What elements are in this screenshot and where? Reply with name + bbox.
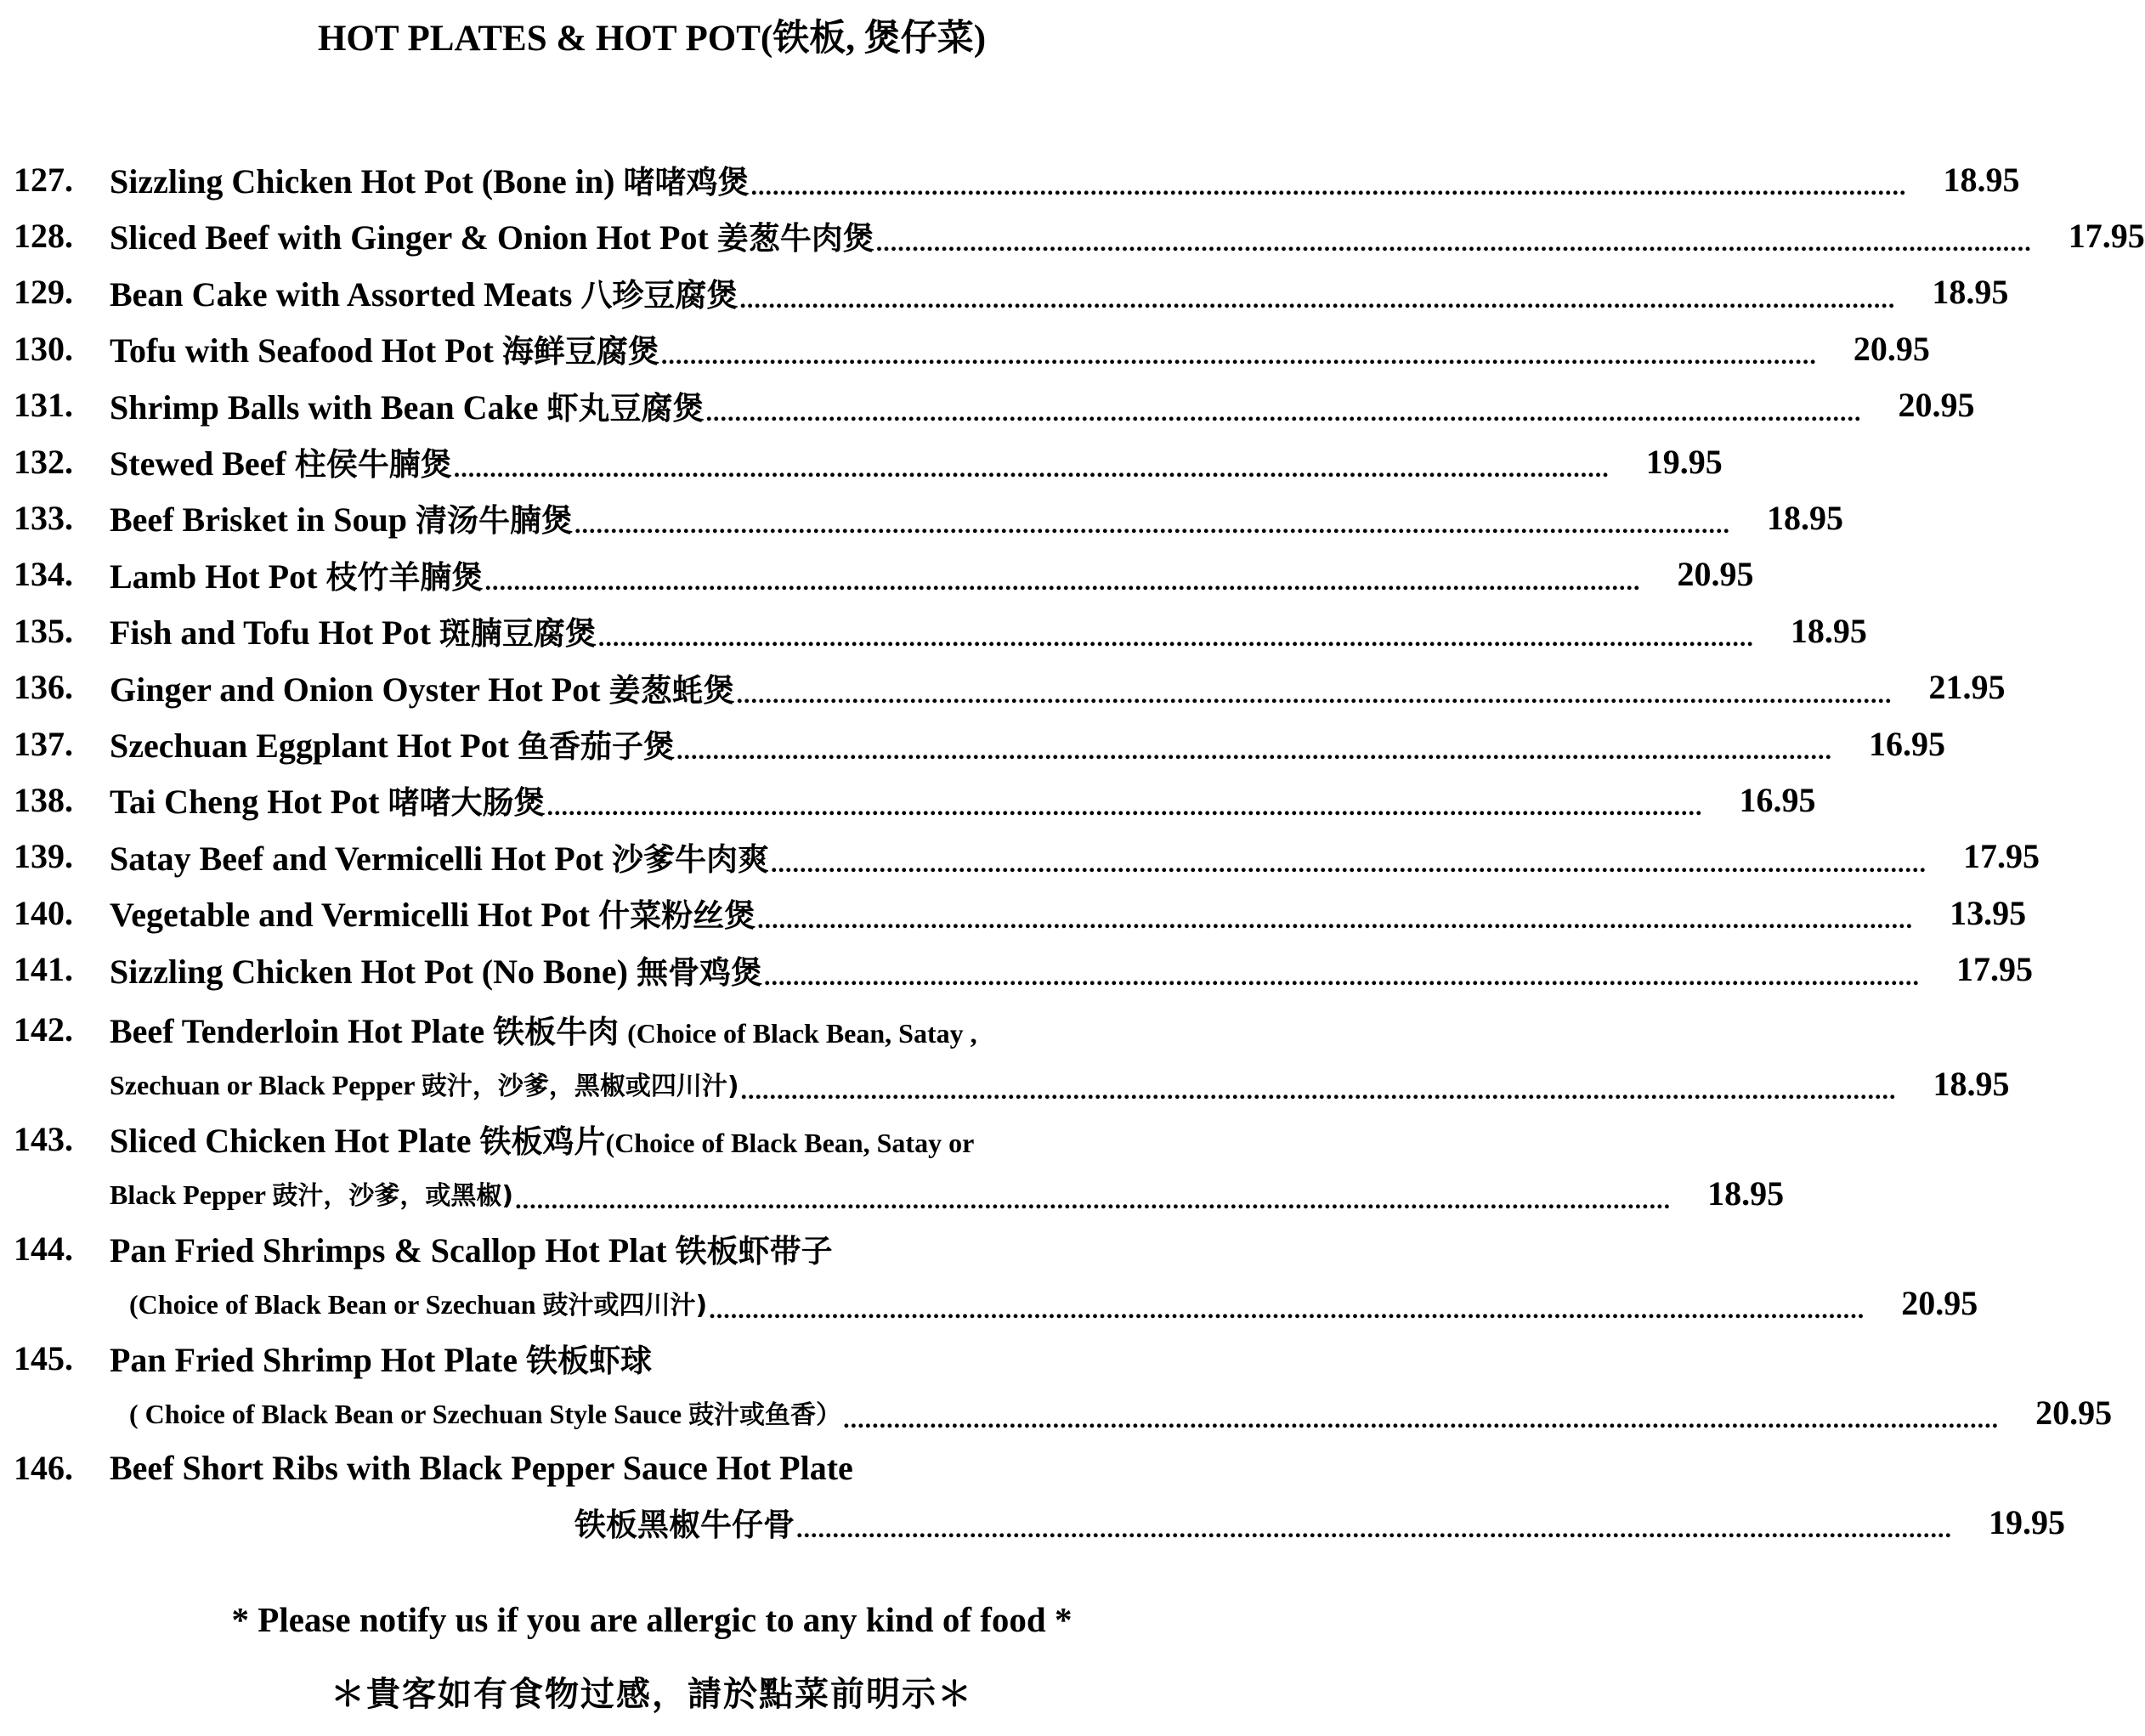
menu-item-146 <box>14 1439 1280 1496</box>
item-price: 16.95 <box>1739 780 1816 819</box>
item-number: 128. <box>14 216 73 255</box>
menu-item <box>14 207 2145 263</box>
item-number: 135. <box>14 611 73 650</box>
item-name-cn: 姜葱蚝煲 <box>608 671 735 709</box>
menu-item <box>14 602 1867 659</box>
item-number: 145. <box>14 1338 73 1377</box>
item-detail-cn: 豉汁或四川汁) <box>542 1291 708 1320</box>
menu-item-145-detail <box>34 1384 2113 1440</box>
item-name-cn: 铁板虾球 <box>525 1343 652 1379</box>
menu-item <box>14 546 1754 602</box>
item-detail-cn: 豉汁或鱼香） <box>688 1400 842 1430</box>
dot-leader: ................................................................................................................................................................ <box>546 793 1703 822</box>
item-price: 13.95 <box>1950 893 2027 932</box>
item-name <box>110 890 756 936</box>
item-detail-cn: 豉汁，沙爹，黑椒或四川汁) <box>421 1072 739 1101</box>
item-number: 143. <box>14 1119 73 1158</box>
dot-leader: ................................................................................................................................................................ <box>515 1186 1672 1214</box>
item-price: 17.95 <box>1963 837 2040 876</box>
item-price: 18.95 <box>1767 498 1844 537</box>
dot-leader: ................................................................................................................................................................ <box>740 1077 1897 1105</box>
item-price: 19.95 <box>1989 1502 2065 1541</box>
dot-leader: ................................................................................................................................................................ <box>771 849 1927 878</box>
item-price: 20.95 <box>1901 1283 1978 1322</box>
item-name <box>110 721 675 766</box>
item-name-en: Sliced Chicken Hot Plate <box>110 1122 472 1160</box>
item-name <box>110 1116 974 1162</box>
menu-item-142-detail <box>14 1055 2010 1111</box>
item-choice: (Choice of Black Bean, Satay , <box>627 1018 977 1049</box>
dot-leader: ................................................................................................................................................................ <box>453 455 1610 483</box>
item-name <box>110 438 452 484</box>
item-number: 141. <box>14 950 73 989</box>
item-name-cn: 斑腩豆腐煲 <box>439 615 597 653</box>
item-price: 21.95 <box>1928 668 2006 707</box>
item-number: 131. <box>14 386 73 425</box>
dot-leader: ................................................................................................................................................................ <box>796 1515 1952 1543</box>
item-name-en: Pan Fried Shrimps & Scallop Hot Plat <box>110 1231 667 1269</box>
menu-item <box>14 885 2027 941</box>
item-detail-cn: 铁板黑椒牛仔骨 <box>574 1507 795 1543</box>
item-name <box>110 1006 977 1052</box>
item-name-en: Ginger and Onion Oyster Hot Pot <box>110 670 601 709</box>
item-name-cn: 姜葱牛肉煲 <box>716 220 874 257</box>
menu-item-144 <box>14 1220 1280 1276</box>
item-number: 130. <box>14 329 73 368</box>
menu-item <box>14 659 2006 715</box>
item-number: 129. <box>14 273 73 312</box>
item-number: 137. <box>14 724 73 763</box>
item-name-cn: 清汤牛腩煲 <box>416 502 574 540</box>
menu-item <box>14 489 1844 546</box>
item-name-cn: 铁板牛肉 <box>493 1014 620 1050</box>
item-number: 133. <box>14 498 73 537</box>
item-name-en: Satay Beef and Vermicelli Hot Pot <box>110 839 604 878</box>
allergy-notice-cn: ＊貴客如有食物过感，請於點菜前明示＊ <box>331 1675 973 1714</box>
dot-leader: ................................................................................................................................................................ <box>736 680 1893 709</box>
dot-leader: ................................................................................................................................................................ <box>750 172 1907 201</box>
menu-item-146-detail <box>14 1494 2065 1550</box>
menu-item <box>14 433 1723 489</box>
item-name <box>110 608 597 653</box>
item-detail <box>110 1174 513 1212</box>
item-price: 18.95 <box>1707 1173 1785 1213</box>
item-price: 16.95 <box>1869 724 1946 763</box>
item-name-en: Fish and Tofu Hot Pot <box>110 614 431 653</box>
dot-leader: ................................................................................................................................................................ <box>739 285 1896 314</box>
item-name <box>110 269 738 315</box>
item-name <box>110 1335 652 1381</box>
menu-item <box>14 377 1975 433</box>
item-detail-en: (Choice of Black Bean or Szechuan <box>129 1289 536 1320</box>
item-name-cn: 啫啫大肠煲 <box>388 784 546 822</box>
menu-item <box>14 151 2020 207</box>
menu-item <box>14 264 2009 320</box>
menu-item-145 <box>14 1330 1280 1386</box>
item-name-en: Vegetable and Vermicelli Hot Pot <box>110 896 591 935</box>
item-name <box>110 325 659 371</box>
item-price: 20.95 <box>1853 329 1930 368</box>
item-name-cn: 沙爹牛肉爽 <box>612 840 770 878</box>
item-choice: (Choice of Black Bean, Satay or <box>605 1128 975 1158</box>
menu-item <box>14 772 1816 828</box>
item-name-en: Tai Cheng Hot Pot <box>110 783 380 822</box>
item-name <box>110 834 769 879</box>
item-price: 17.95 <box>1955 950 2033 989</box>
dot-leader: ................................................................................................................................................................ <box>660 342 1817 370</box>
menu-item <box>14 828 2040 885</box>
item-number: 144. <box>14 1229 73 1268</box>
item-name-cn: 什菜粉丝煲 <box>598 897 756 935</box>
item-name <box>110 664 734 710</box>
item-name-cn: 無骨鸡煲 <box>636 953 762 991</box>
menu-item-142 <box>14 1001 1280 1057</box>
menu-item-143-detail <box>14 1165 1785 1221</box>
menu-item-143 <box>14 1111 1280 1167</box>
item-name-cn: 鱼香茄子煲 <box>518 728 676 765</box>
item-number: 127. <box>14 160 73 199</box>
item-name <box>110 382 705 428</box>
menu-item <box>14 942 2033 998</box>
item-price: 18.95 <box>1933 1064 2010 1103</box>
item-name-cn: 海鲜豆腐煲 <box>501 333 659 370</box>
dot-leader: ................................................................................................................................................................ <box>763 962 1920 991</box>
item-price: 20.95 <box>1677 555 1754 594</box>
dot-leader: ................................................................................................................................................................ <box>597 624 1754 653</box>
item-price: 19.95 <box>1645 442 1723 481</box>
item-detail <box>129 1284 707 1321</box>
item-price: 18.95 <box>1943 160 2020 199</box>
item-name-cn: 枝竹羊腩煲 <box>325 558 484 596</box>
item-number: 132. <box>14 442 73 481</box>
dot-leader: ................................................................................................................................................................ <box>757 906 1914 935</box>
allergy-notice-en: * Please notify us if you are allergic to any kind of food * <box>231 1600 1072 1639</box>
item-name <box>110 212 874 258</box>
item-name-en: Bean Cake with Assorted Meats <box>110 274 573 314</box>
item-price: 20.95 <box>2035 1393 2113 1432</box>
menu-item <box>14 320 1930 376</box>
item-number: 136. <box>14 668 73 707</box>
item-number: 146. <box>14 1448 73 1487</box>
dot-leader: ................................................................................................................................................................ <box>574 511 1731 540</box>
item-name-en: Beef Short Ribs with Black Pepper Sauce Hot Plate <box>110 1448 853 1487</box>
item-name-cn: 八珍豆腐煲 <box>580 276 739 314</box>
item-number: 138. <box>14 780 73 819</box>
item-name-en: Beef Brisket in Soup <box>110 500 408 540</box>
item-number: 134. <box>14 555 73 594</box>
item-name-en: Stewed Beef <box>110 444 286 483</box>
item-number: 139. <box>14 837 73 876</box>
item-name-en: Sizzling Chicken Hot Pot (Bone in) <box>110 162 615 201</box>
item-detail-cn: 豉汁，沙爹，或黑椒) <box>272 1181 514 1211</box>
item-name <box>110 1225 833 1271</box>
item-name-cn: 柱侯牛腩煲 <box>294 446 452 483</box>
item-detail <box>129 1394 841 1431</box>
item-name <box>110 495 573 540</box>
item-name <box>110 777 545 823</box>
item-price: 20.95 <box>1898 386 1975 425</box>
item-detail-en: Szechuan or Black Pepper <box>110 1070 415 1100</box>
dot-leader: ................................................................................................................................................................ <box>705 398 1862 427</box>
dot-leader: ................................................................................................................................................................ <box>484 567 1641 596</box>
item-name-cn: 啫啫鸡煲 <box>623 164 750 201</box>
item-name-en: Tofu with Seafood Hot Pot <box>110 331 494 370</box>
item-name-en: Sizzling Chicken Hot Pot (No Bone) <box>110 952 628 991</box>
dot-leader: ................................................................................................................................................................ <box>843 1405 2000 1433</box>
item-name <box>110 947 762 992</box>
item-detail-en: ( Choice of Black Bean or Szechuan Style Sauce <box>129 1399 682 1429</box>
item-name-cn: 虾丸豆腐煲 <box>546 389 705 427</box>
menu-item <box>14 715 1946 772</box>
item-name <box>110 551 483 597</box>
item-name-cn: 铁板鸡片 <box>479 1123 606 1160</box>
dot-leader: ................................................................................................................................................................ <box>709 1296 1865 1324</box>
item-name-en: Lamb Hot Pot <box>110 557 318 596</box>
item-number: 142. <box>14 1009 73 1049</box>
menu-item-144-detail <box>34 1275 1978 1331</box>
item-number: 140. <box>14 893 73 932</box>
item-price: 17.95 <box>2068 216 2145 255</box>
item-price: 18.95 <box>1932 273 2009 312</box>
item-detail-en: Black Pepper <box>110 1179 266 1210</box>
menu-title: HOT PLATES & HOT POT(铁板, 煲仔菜) <box>317 19 987 59</box>
dot-leader: ................................................................................................................................................................ <box>676 737 1833 765</box>
item-name-en: Pan Fried Shrimp Hot Plate <box>110 1341 518 1379</box>
item-name-en: Beef Tenderloin Hot Plate <box>110 1012 485 1050</box>
item-detail <box>110 1065 739 1102</box>
dot-leader: ................................................................................................................................................................ <box>875 229 2032 257</box>
item-price: 18.95 <box>1790 611 1867 650</box>
item-name-cn: 铁板虾带子 <box>675 1233 833 1269</box>
item-name <box>110 156 749 202</box>
item-name-en: Sliced Beef with Ginger & Onion Hot Pot <box>110 218 709 257</box>
item-name-en: Szechuan Eggplant Hot Pot <box>110 727 510 765</box>
item-name-en: Shrimp Balls with Bean Cake <box>110 387 539 427</box>
